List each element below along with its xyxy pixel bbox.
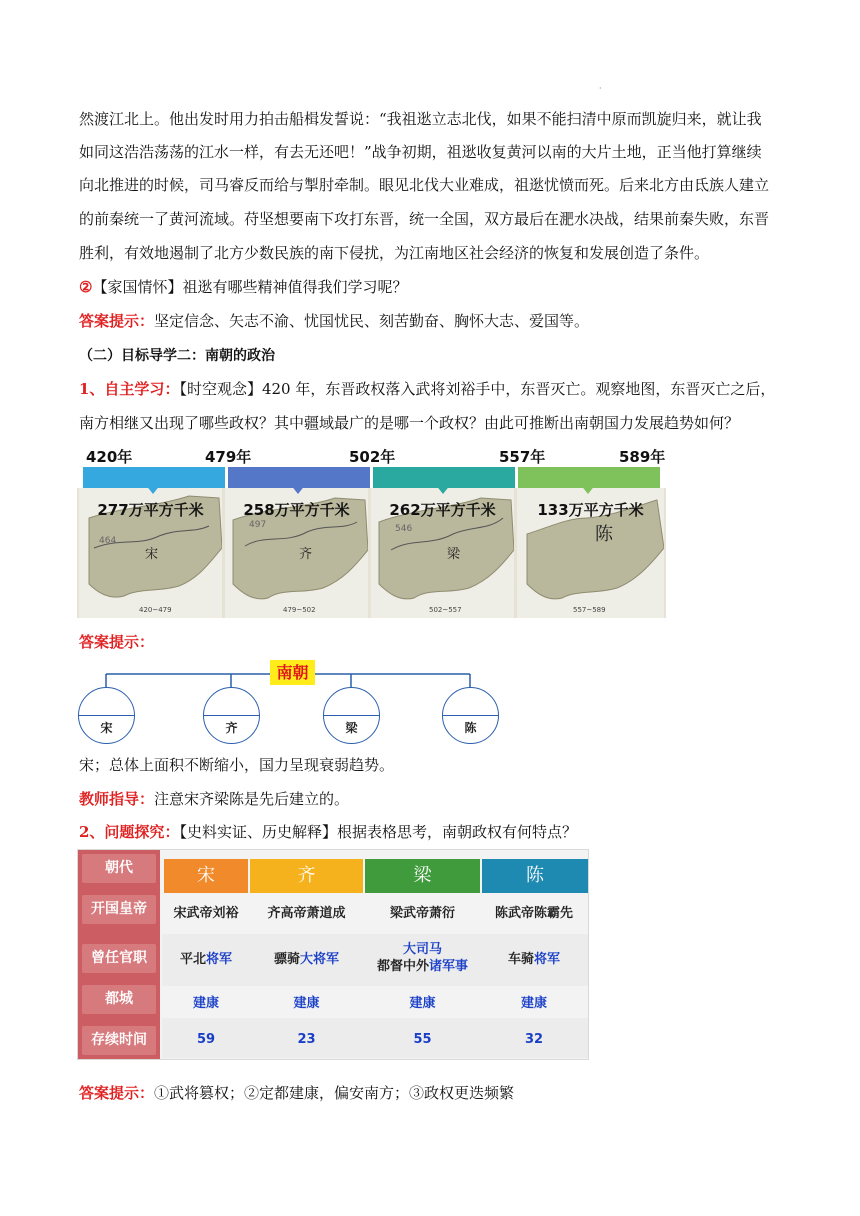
answer-text: 坚定信念、矢志不渝、忧国忧民、刻苦勤奋、胸怀大志、爱国等。 <box>154 312 590 330</box>
diagram-node-song <box>78 687 135 744</box>
diagram-node-label: 齐 <box>225 721 238 735</box>
teacher-guidance <box>79 788 784 810</box>
task-number: 1、自主学习： <box>79 380 180 398</box>
diagram-node-chen <box>442 687 499 744</box>
office-text: 骠骑 <box>273 952 300 967</box>
paragraph-line: 的前秦统一了黄河流域。苻坚想要南下攻打东晋，统一全国，双方最后在淝水决战，结果前秦失败，东晋 <box>79 210 770 228</box>
question-text: 祖逖有哪些精神值得我们学习呢？ <box>182 278 408 296</box>
map-range: 557~589 <box>573 606 606 614</box>
cell-capital: 建康 <box>192 996 219 1011</box>
answer-label: 答案提示： <box>79 312 155 330</box>
diagram-node-qi <box>203 687 260 744</box>
cell-capital: 建康 <box>520 996 547 1011</box>
diagram-node-label: 陈 <box>464 721 477 735</box>
office-text: 平北 <box>179 952 206 967</box>
cell-emperor: 梁武帝萧衍 <box>389 906 455 921</box>
answer-label: 答案提示： <box>79 633 155 651</box>
map-area-label: 258万平方千米 <box>243 501 350 519</box>
teacher-label: 教师指导： <box>79 790 155 808</box>
section-heading: （二）目标导学二：南朝的政治 <box>79 348 275 364</box>
paragraph-line: 如同这浩浩荡荡的江水一样，有去无还吧！”战争初期，祖逖收复黄河以南的大片土地，正当他打算继续 <box>79 143 762 161</box>
map-area-label: 277万平方千米 <box>97 501 204 519</box>
cell-duration: 59 <box>196 1032 216 1047</box>
column-header-liang: 梁 <box>365 859 480 893</box>
cell-duration: 23 <box>297 1032 316 1047</box>
task-2-line <box>79 821 784 843</box>
map-number: 497 <box>249 520 267 530</box>
map-dynasty-name: 陈 <box>595 524 613 545</box>
header-dot: · <box>599 84 602 93</box>
cell-office <box>480 951 588 968</box>
diagram-title: 南朝 <box>270 660 315 685</box>
cell-emperor: 宋武帝刘裕 <box>173 906 239 921</box>
office-text: 都督中外诸军事 <box>376 959 469 974</box>
map-number: 464 <box>99 536 117 546</box>
diagram-node-liang <box>323 687 380 744</box>
map-area-label: 133万平方千米 <box>537 501 644 519</box>
map-range: 502~557 <box>429 606 462 614</box>
paragraph-line: 然渡江北上。他出发时用力拍击船楫发誓说：“我祖逖立志北伐，如果不能扫清中原而凯旋归来，就让我 <box>79 110 762 128</box>
office-highlight: 大将军 <box>300 952 340 967</box>
cell-capital: 建康 <box>293 996 320 1011</box>
task-number: 2、问题探究： <box>79 823 180 841</box>
southern-dynasties-table <box>77 849 589 1060</box>
cell-office <box>162 951 250 968</box>
office-highlight: 将军 <box>534 952 561 967</box>
row-header: 曾任官职 <box>82 944 156 973</box>
map-dynasty-name: 齐 <box>299 547 313 562</box>
column-header-song: 宋 <box>164 859 248 893</box>
row-header: 朝代 <box>82 854 156 883</box>
task-text: 【史料实证、历史解释】根据表格思考，南朝政权有何特点？ <box>179 823 577 841</box>
teacher-text: 注意宋齐梁陈是先后建立的。 <box>154 790 350 808</box>
cell-capital: 建康 <box>409 996 436 1011</box>
cell-emperor: 齐高帝萧道成 <box>267 906 346 921</box>
timeline-year: 479年 <box>205 448 252 466</box>
map-number: 546 <box>395 524 413 534</box>
timeline-year: 502年 <box>349 448 396 466</box>
task-text: 【时空观念】420 年，东晋政权落入武将刘裕手中，东晋灭亡。观察地图，东晋灭亡之后， <box>179 380 776 398</box>
answer-hint-3 <box>79 1082 784 1104</box>
map-range: 420~479 <box>139 606 172 614</box>
office-highlight: 将军 <box>206 952 233 967</box>
cell-office <box>365 941 480 975</box>
cell-duration: 55 <box>413 1032 432 1047</box>
cell-duration: 32 <box>524 1032 544 1047</box>
question-tag: 【家国情怀】 <box>92 278 183 296</box>
map-dynasty-name: 梁 <box>447 547 461 562</box>
map-range: 479~502 <box>283 606 316 614</box>
table-row-headers <box>78 850 160 1059</box>
answer-label: 答案提示： <box>79 1084 155 1102</box>
column-header-qi: 齐 <box>250 859 363 893</box>
map-dynasty-name: 宋 <box>145 547 159 562</box>
task-1-line: 南方相继又出现了哪些政权？其中疆域最广的是哪一个政权？由此可推断出南朝国力发展趋势如何？ <box>79 414 740 432</box>
map-area-label: 262万平方千米 <box>389 501 496 519</box>
question-number: ② <box>79 278 93 296</box>
cell-office <box>250 951 363 968</box>
column-header-chen: 陈 <box>482 859 588 893</box>
row-header: 存续时间 <box>82 1026 156 1055</box>
office-highlight: 大司马 <box>402 942 442 957</box>
summary-text: 宋；总体上面积不断缩小，国力呈现衰弱趋势。 <box>79 756 395 774</box>
timeline-year: 420年 <box>86 448 133 466</box>
diagram-node-label: 梁 <box>345 721 358 735</box>
cell-emperor: 陈武帝陈霸先 <box>494 906 573 921</box>
timeline-year: 589年 <box>619 448 666 466</box>
paragraph-line: 向北推进的时候，司马睿反而给与掣肘牵制。眼见北伐大业难成，祖逖忧愤而死。后来北方由氐族人建立 <box>79 176 770 194</box>
timeline-year: 557年 <box>499 448 546 466</box>
row-header: 都城 <box>82 985 156 1014</box>
paragraph-line: 胜利，有效地遏制了北方少数民族的南下侵扰，为江南地区社会经济的恢复和发展创造了条件。 <box>79 244 710 262</box>
row-header: 开国皇帝 <box>82 895 156 924</box>
diagram-node-label: 宋 <box>100 721 113 735</box>
answer-text: ①武将篡权；②定都建康，偏安南方；③政权更迭频繁 <box>154 1084 515 1102</box>
office-text: 车骑 <box>507 952 534 967</box>
